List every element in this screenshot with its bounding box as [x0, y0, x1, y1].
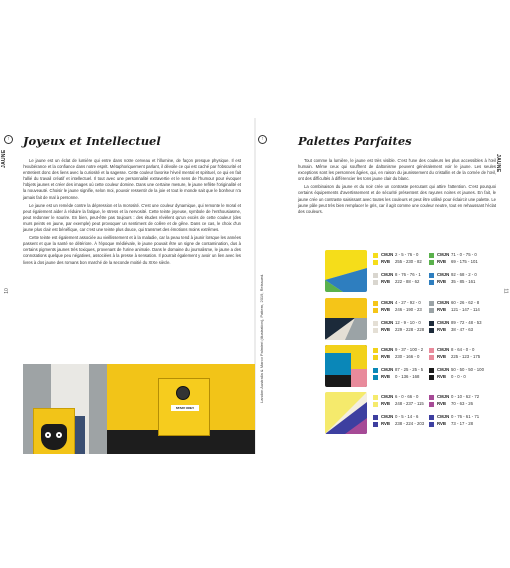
color-chip	[429, 321, 434, 326]
cmyk-value: 6 - 0 - 66 - 0	[395, 394, 419, 399]
rgb-label: RVB	[381, 259, 390, 264]
cmyk-value: 71 - 0 - 75 - 0	[451, 252, 477, 257]
cmyk-label: CMJN	[437, 414, 450, 419]
cat-badge-icon	[176, 386, 190, 400]
cmyk-label: CMJN	[437, 394, 450, 399]
rgb-value: 0 - 136 - 168	[395, 374, 420, 379]
left-page-body	[23, 158, 241, 268]
right-page-body	[298, 158, 496, 217]
chapter-circle-icon: ↑	[4, 135, 13, 144]
rgb-label: RVB	[381, 327, 390, 332]
color-chip	[429, 348, 434, 353]
cmyk-label: CMJN	[437, 300, 450, 305]
color-chip	[373, 368, 378, 373]
rgb-value: 73 - 17 - 28	[451, 421, 473, 426]
color-chip	[429, 253, 434, 258]
palette-swatch-graphic	[325, 298, 367, 340]
cmyk-label: CMJN	[381, 347, 394, 352]
rgb-label: RVB	[437, 421, 446, 426]
cmyk-label: CMJN	[381, 367, 394, 372]
rgb-label: RVB	[381, 374, 390, 379]
cmyk-value: 60 - 26 - 62 - 8	[451, 300, 480, 305]
cmyk-label: CMJN	[381, 300, 394, 305]
rgb-label: RVB	[437, 279, 446, 284]
color-chip	[373, 348, 378, 353]
color-chip	[429, 273, 434, 278]
rgb-value: 255 - 230 - 82	[395, 259, 422, 264]
color-chip	[373, 301, 378, 306]
color-chip-rgb	[373, 375, 378, 380]
palette-3	[325, 345, 507, 391]
color-chip-rgb	[429, 260, 434, 265]
door-sign: STAFF ONLY	[171, 405, 199, 411]
color-chip-rgb	[373, 308, 378, 313]
color-chip-rgb	[373, 260, 378, 265]
left-paragraph-3: Cette teinte est également associée au vieillissement et à la maladie, car la peau tend à jaunir lorsque les années passent et que la santé se détériore. À l'époque médiévale, le jaune pouvait être un signe de contamination, dus à certains pigments jaunes très toxiques, provenant de l'urine animale. Dans le domaine du journalisme, le jaune a des connotations quelque peu négatives, associées à la presse à sensation. Il pourrait également y avoir un lien avec les livres à dos jaune des romans bon marché de la seconde moitié du XIXe siècle.	[23, 235, 241, 265]
cmyk-label: CMJN	[437, 320, 450, 325]
color-chip	[373, 395, 378, 400]
color-chip	[373, 415, 378, 420]
rgb-value: 225 - 123 - 175	[451, 354, 481, 359]
color-chip-rgb	[429, 422, 434, 427]
cmyk-value: 87 - 25 - 25 - 5	[395, 367, 424, 372]
color-chip-rgb	[373, 280, 378, 285]
cmyk-label: CMJN	[437, 252, 450, 257]
palette-swatch-graphic	[325, 345, 367, 387]
color-chip-rgb	[429, 355, 434, 360]
page-number-right: 11	[502, 288, 509, 294]
rgb-label: RVB	[381, 401, 390, 406]
cmyk-value: 0 - 5 - 14 - 6	[395, 414, 419, 419]
page-number-left: 10	[3, 288, 10, 294]
rgb-value: 70 - 63 - 26	[451, 401, 473, 406]
color-chip-rgb	[373, 422, 378, 427]
cmyk-label: CMJN	[437, 367, 450, 372]
cmyk-label: CMJN	[437, 272, 450, 277]
color-chip-rgb	[373, 328, 378, 333]
rgb-value: 35 - 85 - 161	[451, 279, 476, 284]
photo-credit: Landon Australia & Marco Palmieri (illustration), Pattern, 2019, Reissued.	[259, 273, 264, 403]
cmyk-label: CMJN	[381, 272, 394, 277]
cmyk-value: 2 - 5 - 76 - 0	[395, 252, 419, 257]
rgb-label: RVB	[381, 354, 390, 359]
rgb-value: 230 - 166 - 0	[395, 354, 420, 359]
color-chip	[373, 273, 378, 278]
cmyk-value: 8 - 64 - 0 - 0	[451, 347, 475, 352]
color-chip	[429, 368, 434, 373]
color-chip-rgb	[429, 328, 434, 333]
color-chip-rgb	[373, 402, 378, 407]
rgb-value: 222 - 88 - 62	[395, 279, 420, 284]
chapter-tab-right: JAUNE	[495, 154, 501, 173]
color-chip-rgb	[429, 308, 434, 313]
rgb-value: 238 - 224 - 203	[395, 421, 425, 426]
color-chip-rgb	[373, 355, 378, 360]
rgb-label: RVB	[381, 279, 390, 284]
color-chip	[429, 301, 434, 306]
rgb-label: RVB	[381, 307, 390, 312]
palette-4	[325, 392, 507, 438]
palette-swatch-graphic	[325, 250, 367, 292]
left-page-title: Joyeux et Intellectuel	[23, 134, 161, 148]
rgb-value: 0 - 0 - 0	[451, 374, 466, 379]
chapter-circle-icon-right: ↑	[258, 135, 267, 144]
palette-1	[325, 250, 507, 296]
cmyk-value: 50 - 50 - 50 - 100	[451, 367, 484, 372]
rgb-value: 246 - 190 - 23	[395, 307, 422, 312]
color-chip	[429, 395, 434, 400]
rgb-label: RVB	[437, 307, 446, 312]
cmyk-value: 89 - 72 - 48 - 53	[451, 320, 482, 325]
rgb-label: RVB	[437, 354, 446, 359]
rgb-value: 229 - 228 - 228	[395, 327, 425, 332]
color-chip-rgb	[429, 375, 434, 380]
cmyk-value: 4 - 27 - 92 - 0	[395, 300, 421, 305]
left-paragraph-2: Le jaune est un remède contre la dépression et la morosité. C'est une couleur dynamique, qui remonte le moral et peut également aider à réduire la fatigue, le stress et la nervosité. Cette teinte joyeuse, symbole de l'enthousiasme, peut redonner le sourire. En bien, peut-être pas toujours : des études révèlent qu'un excès de cette couleur (des murs peints en jaune, par exemple) peut provoquer un sentiment de colère et de gêne. Dans ce cas, le choix d'un jaune plus clair est bénéfique, car c'est une teinte plus douce, qui transmet des émotions moins extrêmes.	[23, 202, 241, 233]
left-paragraph-1: Le jaune est un éclat de lumière qui entre dans notre cerveau et l'illumine, de façon presque physique. Il est l'exubérance et la confiance dans notre esprit. Métaphoriquement parlant, il dévoile ce qui est caché par l'obscurité et entretient donc des liens avec la curiosité et la sagesse. Cette couleur favorise l'éveil mental et spirituel, ce qui en fait l'allié du travail créatif et intellectuel. Il tout avec une personnalité extravertie et le sens de l'humour pour évoquer l'objets jaunes et créer des images où cette couleur domine. Dans une certaine mesure, le jaune reflète l'originalité et la nouveauté. Choisir le jaune signifie, selon moi, pouvoir ressentir de la joie et tout le monde sait que le bonheur n'a jamais fait de mal à personne.	[23, 158, 241, 200]
photo-yellow-door	[23, 364, 255, 454]
cmyk-value: 8 - 76 - 76 - 1	[395, 272, 421, 277]
book-spread	[0, 118, 510, 454]
right-page-title: Palettes Parfaites	[298, 134, 412, 148]
color-chip-rgb	[429, 402, 434, 407]
cmyk-label: CMJN	[437, 347, 450, 352]
palette-swatch-graphic	[325, 392, 367, 434]
rgb-label: RVB	[437, 374, 446, 379]
rgb-label: RVB	[437, 327, 446, 332]
cmyk-label: CMJN	[381, 320, 394, 325]
rgb-label: RVB	[381, 421, 390, 426]
right-page	[256, 118, 510, 454]
color-chip	[373, 321, 378, 326]
rgb-label: RVB	[437, 401, 446, 406]
rgb-label: RVB	[437, 259, 446, 264]
color-chip	[373, 253, 378, 258]
cmyk-label: CMJN	[381, 414, 394, 419]
rgb-value: 121 - 147 - 114	[451, 307, 480, 312]
rgb-value: 248 - 237 - 115	[395, 401, 424, 406]
cmyk-label: CMJN	[381, 252, 394, 257]
cmyk-value: 0 - 76 - 61 - 71	[451, 414, 480, 419]
chapter-tab-left: JAUNE	[1, 149, 7, 168]
cmyk-value: 9 - 37 - 100 - 2	[395, 347, 424, 352]
cmyk-value: 92 - 68 - 2 - 0	[451, 272, 477, 277]
right-paragraph-1: Tout comme la lumière, le jaune est très visible. C'est l'une des couleurs les plus accessibles à l'œil humain. Même ceux qui souffrent de daltonisme peuvent généralement voir le jaune. Les seules exceptions sont les personnes âgées, qui, en raison du jaunissement du cristallin et de la cornée de l'œil, ont des difficultés à différencier les tons jaune clair du blanc.	[298, 158, 496, 182]
cmyk-label: CMJN	[381, 394, 394, 399]
cmyk-value: 0 - 10 - 62 - 72	[451, 394, 480, 399]
color-chip-rgb	[429, 280, 434, 285]
cmyk-value: 12 - 9 - 10 - 0	[395, 320, 421, 325]
color-chip	[429, 415, 434, 420]
right-paragraph-2: La combinaison du jaune et du noir crée un contraste percutant qui attire l'attention. C'est pourquoi certains équipements d'avertissement et de sécurité présentent des rayures noires et jaunes. En fait, le jaune crée un contraste saisissant avec toutes les couleurs et peut être utilisé pour éclaircir une palette. Le jaune pâle peut très bien remplacer le gris, car il agit comme une couleur neutre, tout en rehaussant l'éclat des couleurs.	[298, 184, 496, 214]
palette-2	[325, 298, 507, 344]
rgb-value: 69 - 175 - 101	[451, 259, 478, 264]
rgb-value: 38 - 47 - 63	[451, 327, 473, 332]
